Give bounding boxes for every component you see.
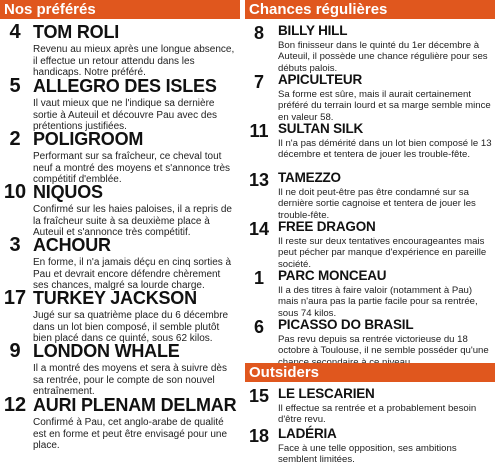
entry-number: 2 bbox=[9, 128, 21, 150]
column-nos-preferes bbox=[0, 0, 240, 452]
entry-name: SULTAN SILK bbox=[278, 121, 364, 136]
entry-name: TURKEY JACKSON bbox=[33, 288, 197, 308]
entry-description: Confirmé sur les haies paloises, il a repris de la fraîcheur suite à sa deuxième place à Auteuil et s'annonce très compétitif. bbox=[33, 204, 232, 239]
entry-number: 3 bbox=[9, 234, 21, 256]
section-header-nos-preferes: Nos préférés bbox=[0, 0, 240, 19]
entry-description: Performant sur sa fraîcheur, ce cheval tout neuf a montré des moyens et s'annonce très compétitif d'emblée. bbox=[33, 151, 231, 186]
entry-name: AURI PLENAM DELMAR bbox=[33, 395, 237, 415]
entry-number: 5 bbox=[9, 75, 21, 97]
entry-description: Il n'a pas démérité dans un lot bien composé le 13 décembre et tentera de jouer les trouble-fête. bbox=[278, 138, 492, 161]
entry-name: BILLY HILL bbox=[278, 23, 348, 38]
entry-name: ACHOUR bbox=[33, 235, 111, 255]
entry-number: 10 bbox=[3, 181, 27, 203]
entry-name: PARC MONCEAU bbox=[278, 268, 387, 283]
entry-name: LE LESCARIEN bbox=[278, 386, 375, 401]
entry-description: Confirmé à Pau, cet anglo-arabe de qualité est en forme et peut être envisagé pour une place. bbox=[33, 417, 228, 452]
entry-number: 15 bbox=[248, 386, 270, 406]
entry-description: En forme, il n'a jamais déçu en cinq sorties à Pau et devrait encore défendre chèrement ses chances, malgré sa lourde charge. bbox=[33, 257, 232, 292]
entry-description: Pas revu depuis sa rentrée victorieuse du 18 octobre à Toulouse, il ne semble posséder qu'une bbox=[278, 334, 489, 357]
entry-description: Il ne doit peut-être pas être condamné sur sa dernière sortie cagnoise et tentera de jouer les trouble-fête. bbox=[278, 187, 476, 221]
entry-name: FREE DRAGON bbox=[278, 219, 376, 234]
entry-number: 18 bbox=[248, 426, 270, 446]
section-header-chances-regulieres: Chances régulières bbox=[245, 0, 495, 19]
entry-name: NIQUOS bbox=[33, 182, 103, 202]
entry-number: 17 bbox=[3, 287, 27, 309]
column-chances-regulieres bbox=[245, 0, 495, 466]
entry-name: APICULTEUR bbox=[278, 72, 362, 87]
entry-description: Il vaut mieux que ne l'indique sa dernière sortie à Auteuil et découvre Pau avec des prétentions justifiées. bbox=[33, 98, 218, 133]
entry-description: Revenu au mieux après une longue absence, il effectue un retour attendu dans les handicaps. Notre préféré. bbox=[33, 44, 235, 79]
entry-name: POLIGROOM bbox=[33, 129, 144, 149]
entry-number: 7 bbox=[253, 72, 264, 92]
entry-description: Il a des titres à faire valoir (notamment à Pau) mais n'aura pas la partie facile pour sa rentrée, sous 74 kilos. bbox=[278, 285, 478, 319]
entry-name: PICASSO DO BRASIL bbox=[278, 317, 414, 332]
entry-name: TAMEZZO bbox=[278, 170, 341, 185]
entry-description: Bon finisseur dans le quinté du 1er décembre à Auteuil, il possède une chance régulière pour ses débuts palois. bbox=[278, 40, 488, 74]
entry-description: Il effectue sa rentrée et a probablement besoin d'être revu. bbox=[278, 403, 477, 426]
entry-description: Jugé sur sa quatrième place du 6 décembre dans un lot bien composé, il semble plutôt bien placé dans ce quinté, sous 62 kilos. bbox=[33, 310, 229, 345]
section-header-outsiders: Outsiders bbox=[245, 363, 495, 382]
entry-description: Face à une telle opposition, ses ambitions semblent limitées. bbox=[278, 443, 457, 466]
entry-number: 13 bbox=[248, 170, 270, 190]
entry-name: LADÉRIA bbox=[278, 426, 337, 441]
entry-name: ALLEGRO DES ISLES bbox=[33, 76, 217, 96]
entry-number: 12 bbox=[3, 394, 27, 416]
entry-description: Il a montré des moyens et sera à suivre dès sa rentrée, pour le compte de son nouvel entraînement. bbox=[33, 363, 227, 398]
entry-description: Il reste sur deux tentatives encourageantes mais peut pécher par manque d'expérience en pareille société. bbox=[278, 236, 487, 270]
entry-name: LONDON WHALE bbox=[33, 341, 180, 361]
entry-description: Sa forme est sûre, mais il aurait certainement préféré du terrain lourd et sa marge semble mince en valeur 58. bbox=[278, 89, 491, 123]
entry-number: 6 bbox=[253, 317, 264, 337]
entry-number: 1 bbox=[253, 268, 264, 288]
outsiders-section bbox=[245, 363, 495, 466]
entry-number: 9 bbox=[9, 340, 21, 362]
entry-number: 8 bbox=[253, 23, 264, 43]
entry-number: 4 bbox=[9, 21, 21, 43]
entry-number: 14 bbox=[248, 219, 270, 239]
entry-name: TOM ROLI bbox=[33, 22, 120, 42]
entry-number: 11 bbox=[249, 121, 269, 141]
